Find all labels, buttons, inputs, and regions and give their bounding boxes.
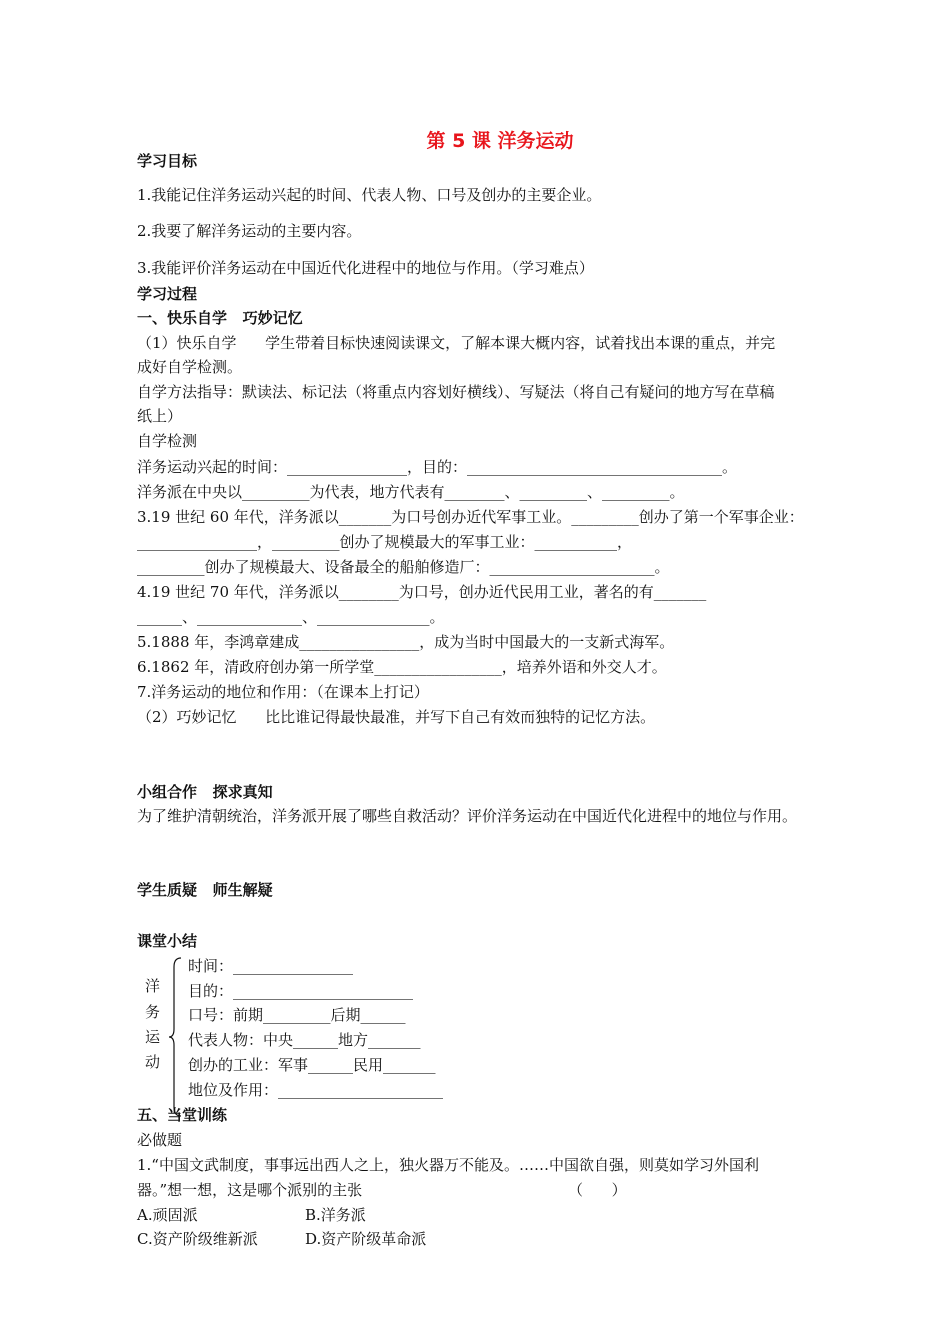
practice-heading: 五、当堂训练 xyxy=(137,1106,228,1124)
fill-line: _________创办了规模最大、设备最全的船舶修造厂：______________________。 xyxy=(137,558,670,576)
goal-item: 1.我能记住洋务运动兴起的时间、代表人物、口号及创办的主要企业。 xyxy=(137,186,602,204)
option-a: A.顽固派 xyxy=(137,1206,198,1224)
group-heading: 小组合作 探求真知 xyxy=(137,783,273,801)
text-line: （2）巧妙记忆 比比谁记得最快最准，并写下自己有效而独特的记忆方法。 xyxy=(137,708,656,726)
fill-line: 洋务运动兴起的时间：________________，目的：__________________________________。 xyxy=(137,458,738,476)
text-line: 7.洋务运动的地位和作用：（在课本上打记） xyxy=(137,683,429,701)
fill-line: 洋务派在中央以_________为代表，地方代表有________、_________、_________。 xyxy=(137,483,685,501)
question-text: 器。”想一想，这是哪个派别的主张 xyxy=(137,1181,363,1199)
summary-item: 创办的工业：军事______民用_______ xyxy=(188,1056,436,1074)
summary-vertical-char: 务 xyxy=(145,1003,161,1021)
goals-heading: 学习目标 xyxy=(137,152,198,170)
text-line: 自学检测 xyxy=(137,432,198,450)
summary-item: 口号：前期_________后期______ xyxy=(188,1006,406,1024)
summary-vertical-char: 动 xyxy=(145,1053,161,1071)
practice-sub: 必做题 xyxy=(137,1131,183,1149)
fill-line: ______、______________、_______________。 xyxy=(137,608,445,626)
process-heading: 学习过程 xyxy=(137,285,198,303)
answer-bracket: （ ） xyxy=(568,1181,627,1199)
question-text: 1.“中国文武制度，事事远出西人之上，独火器万不能及。……中国欲自强，则莫如学习外国利 xyxy=(137,1156,759,1174)
text-line: 自学方法指导：默读法、标记法（将重点内容划好横线）、写疑法（将自己有疑问的地方写在草稿 xyxy=(137,383,775,401)
goal-item: 3.我能评价洋务运动在中国近代化进程中的地位与作用。（学习难点） xyxy=(137,259,594,277)
fill-line: ________________，_________创办了规模最大的军事工业：___________， xyxy=(137,533,633,551)
fill-line: 4.19 世纪 70 年代，洋务派以________为口号，创办近代民用工业，著名的有_______ xyxy=(137,583,707,601)
page-title: 第 5 课 洋务运动 xyxy=(426,130,574,152)
question-heading: 学生质疑 师生解疑 xyxy=(137,881,273,899)
summary-item: 代表人物：中央______地方_______ xyxy=(188,1031,421,1049)
fill-line: 6.1862 年，清政府创办第一所学堂_________________，培养外语和外交人才。 xyxy=(137,658,667,676)
summary-item: 时间：________________ xyxy=(188,957,354,975)
section-one-heading: 一、快乐自学 巧妙记忆 xyxy=(137,309,303,327)
option-c: C.资产阶级维新派 xyxy=(137,1230,258,1248)
goal-item: 2.我要了解洋务运动的主要内容。 xyxy=(137,222,362,240)
text-line: 纸上） xyxy=(137,407,183,425)
summary-item: 目的：________________________ xyxy=(188,982,414,1000)
option-b: B.洋务派 xyxy=(305,1206,366,1224)
text-line: 成好自学检测。 xyxy=(137,358,243,376)
summary-brace xyxy=(168,957,182,1117)
summary-item: 地位及作用：______________________ xyxy=(188,1081,444,1099)
option-d: D.资产阶级革命派 xyxy=(305,1230,427,1248)
fill-line: 5.1888 年，李鸿章建成________________，成为当时中国最大的一支新式海军。 xyxy=(137,633,675,651)
summary-vertical-char: 运 xyxy=(145,1028,161,1046)
group-text: 为了维护清朝统治，洋务派开展了哪些自救活动？评价洋务运动在中国近代化进程中的地位与作用。 xyxy=(137,807,798,825)
summary-vertical-char: 洋 xyxy=(145,977,161,995)
summary-heading: 课堂小结 xyxy=(137,932,198,950)
fill-line: 3.19 世纪 60 年代，洋务派以_______为口号创办近代军事工业。_________创办了第一个军事企业： xyxy=(137,508,804,526)
text-line: （1）快乐自学 学生带着目标快速阅读课文，了解本课大概内容，试着找出本课的重点，并完 xyxy=(137,334,776,352)
